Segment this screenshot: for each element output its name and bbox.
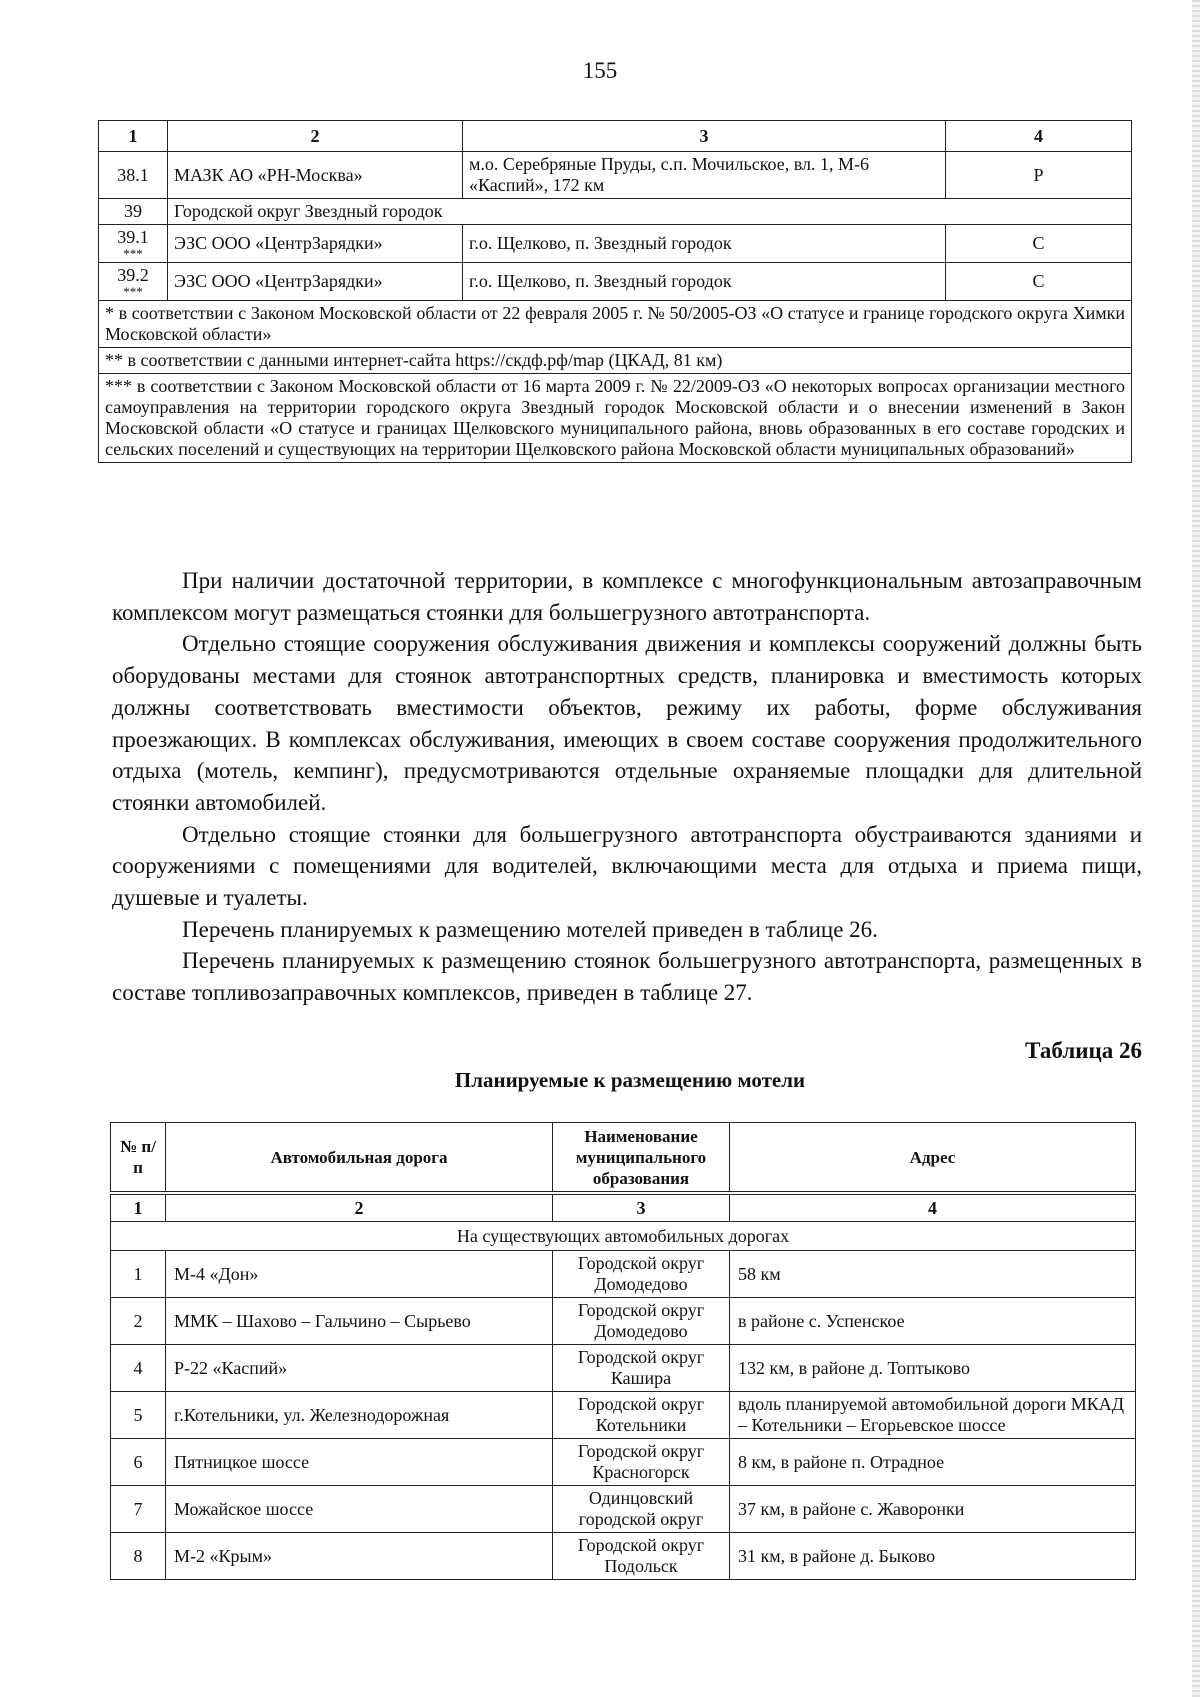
row-number: 39 [99,199,168,225]
footnote-row [99,374,1132,463]
station-status: С [946,263,1132,301]
footnote-row [99,301,1132,348]
municipality-name: Городской округ Котельники [553,1392,730,1439]
station-name: ЭЗС ООО «ЦентрЗарядки» [168,225,463,263]
table-section-row [99,199,1132,225]
row-number: 2 [111,1298,166,1345]
header-road: Автомобильная дорога [166,1123,553,1192]
municipality-name: Городской округ Кашира [553,1345,730,1392]
paragraph: При наличии достаточной территории, в комплексе с многофункциональным автозаправочным комплексом могут размещаться стоянки для большегрузного автотранспорта. [112,568,1142,625]
motel-address: 58 км [730,1251,1136,1298]
table-header-row [111,1123,1136,1192]
station-address: г.о. Щелково, п. Звездный городок [463,263,946,301]
col-number-3: 3 [553,1195,730,1222]
station-status: С [946,225,1132,263]
motel-address: 31 км, в районе д. Быково [730,1533,1136,1580]
road-name: Р-22 «Каспий» [166,1345,553,1392]
paragraph: Отдельно стоящие стоянки для большегрузного автотранспорта обустраиваются зданиями и сооружениями с помещениями для водителей, включающими места для отдыха и приема пищи, душевые и туалеты. [112,821,1142,911]
table-row [111,1486,1136,1533]
col-number-1: 1 [99,121,168,152]
header-municipality: Наименование муниципального образования [553,1123,730,1192]
table-row [99,152,1132,199]
motel-address: 132 км, в районе д. Топтыково [730,1345,1136,1392]
row-number: 8 [111,1533,166,1580]
page-number: 155 [582,58,618,83]
col-number-4: 4 [946,121,1132,152]
footnote-2: ** в соответствии с данными интернет-сайта https://скдф.рф/map (ЦКАД, 81 км) [99,348,1132,374]
paragraph: Отдельно стоящие сооружения обслуживания движения и комплексы сооружений должны быть оборудованы местами для стоянок автотранспортных средств, планировка и вместимость которых должны соответствовать вместимости объектов, режиму их работы, форме обслуживания проезжающих. В комплексах обслуживания, имеющих в своем составе сооружения продолжительного отдыха (мотель, кемпинг), предусмотриваются отдельные охраняемые площадки для длительной стоянки автомобилей. [112,631,1142,815]
table-title: Планируемые к размещению мотели [454,1068,806,1092]
station-address: г.о. Щелково, п. Звездный городок [463,225,946,263]
motel-address: 37 км, в районе с. Жаворонки [730,1486,1136,1533]
table-header-row [99,121,1132,152]
col-number-1: 1 [111,1195,166,1222]
section-title: На существующих автомобильных дорогах [111,1222,1136,1251]
station-status: Р [946,152,1132,199]
municipality-name: Городской округ Подольск [553,1533,730,1580]
table-row [99,263,1132,301]
table-row [111,1392,1136,1439]
column-number-row [111,1195,1136,1222]
motel-address: 8 км, в районе п. Отрадное [730,1439,1136,1486]
row-number: 39.1 [117,227,149,247]
road-name: М-4 «Дон» [166,1251,553,1298]
col-number-3: 3 [463,121,946,152]
footnote-mark: *** [123,284,143,299]
table-row [111,1298,1136,1345]
table-row [99,225,1132,263]
municipality-name: Одинцовский городской округ [553,1486,730,1533]
municipality-name: Городской округ Домодедово [553,1298,730,1345]
footnote-mark: *** [123,246,143,261]
road-name: Можайское шоссе [166,1486,553,1533]
row-number-cell [99,263,168,301]
body-text [112,565,1142,1009]
row-number: 5 [111,1392,166,1439]
footnote-1: * в соответствии с Законом Московской области от 22 февраля 2005 г. № 50/2005-ОЗ «О статусе и границе городского округа Химки Московской области» [99,301,1132,348]
row-number: 6 [111,1439,166,1486]
motels-table [110,1122,1136,1580]
paragraph: Перечень планируемых к размещению мотелей приведен в таблице 26. [182,916,878,942]
header-address: Адрес [730,1123,1136,1192]
station-name: МАЗК АО «РН-Москва» [168,152,463,199]
footnote-row [99,348,1132,374]
scan-edge-artifact [1192,0,1200,1697]
municipality-name: Городской округ Красногорск [553,1439,730,1486]
motel-address: в районе с. Успенское [730,1298,1136,1345]
col-number-2: 2 [166,1195,553,1222]
row-number: 1 [111,1251,166,1298]
header-number: № п/п [111,1123,166,1192]
stations-table [98,120,1132,463]
col-number-2: 2 [168,121,463,152]
row-number: 7 [111,1486,166,1533]
section-title: Городской округ Звездный городок [168,199,1132,225]
row-number: 39.2 [117,265,149,285]
table-row [111,1345,1136,1392]
road-name: г.Котельники, ул. Железнодорожная [166,1392,553,1439]
col-number-4: 4 [730,1195,1136,1222]
table-label: Таблица 26 [1025,1038,1142,1063]
station-address: м.о. Серебряные Пруды, с.п. Мочильское, вл. 1, М-6 «Каспий», 172 км [463,152,946,199]
road-name: Пятницкое шоссе [166,1439,553,1486]
row-number: 4 [111,1345,166,1392]
road-name: ММК – Шахово – Гальчино – Сырьево [166,1298,553,1345]
table-row [111,1533,1136,1580]
municipality-name: Городской округ Домодедово [553,1251,730,1298]
road-name: М-2 «Крым» [166,1533,553,1580]
row-number-cell [99,225,168,263]
paragraph: Перечень планируемых к размещению стоянок большегрузного автотранспорта, размещенных в составе топливозаправочных комплексов, приведен в таблице 27. [112,948,1142,1006]
footnote-3: *** в соответствии с Законом Московской области от 16 марта 2009 г. № 22/2009-ОЗ «О некоторых вопросах организации местного самоуправления на территории городского округа Звездный городок Московской области и о внесении изменений в Закон Московской области «О статусе и границах Щелковского муниципального района, вновь образованных в его составе городских и сельских поселений и существующих на территории Щелковского района Московской области муниципальных образований» [99,374,1132,463]
table-row [111,1251,1136,1298]
table-row [111,1439,1136,1486]
table-section-row [111,1222,1136,1251]
station-name: ЭЗС ООО «ЦентрЗарядки» [168,263,463,301]
motel-address: вдоль планируемой автомобильной дороги МКАД – Котельники – Егорьевское шоссе [730,1392,1136,1439]
row-number: 38.1 [99,152,168,199]
